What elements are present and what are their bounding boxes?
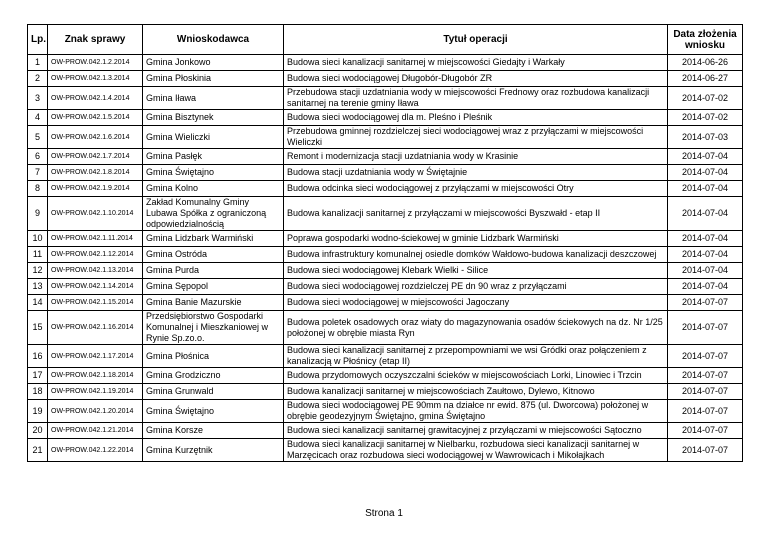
cell-znak-sprawy: OW-PROW.042.1.22.2014 (48, 439, 143, 462)
cell-lp: 8 (28, 181, 48, 197)
cell-lp: 1 (28, 55, 48, 71)
cell-znak-sprawy: OW-PROW.042.1.6.2014 (48, 126, 143, 149)
table-row (28, 439, 743, 462)
cell-tytul-operacji: Przebudowa gminnej rozdzielczej sieci wodociągowej wraz z przyłączami w miejscowości Wieliczki (284, 126, 668, 149)
cell-tytul-operacji: Budowa sieci wodociągowej rozdzielczej PE dn 90 wraz z przyłączami (284, 279, 668, 295)
cell-znak-sprawy: OW-PROW.042.1.7.2014 (48, 149, 143, 165)
table-row (28, 55, 743, 71)
header-wnioskodawca: Wnioskodawca (143, 25, 284, 55)
cell-wnioskodawca: Gmina Iława (143, 87, 284, 110)
cell-wnioskodawca: Gmina Kurzętnik (143, 439, 284, 462)
cell-lp: 7 (28, 165, 48, 181)
table-row (28, 345, 743, 368)
cell-wnioskodawca: Gmina Płoskinia (143, 71, 284, 87)
cell-znak-sprawy: OW-PROW.042.1.15.2014 (48, 295, 143, 311)
cell-tytul-operacji: Budowa sieci kanalizacji sanitarnej w Nielbarku, rozbudowa sieci kanalizacji sanitarnej w Marzęcicach oraz rozbudowa sieci wodociągowej w Wawrowicach i Mikołajkach (284, 439, 668, 462)
cell-data-zlozenia: 2014-07-07 (668, 423, 743, 439)
table-row (28, 384, 743, 400)
cell-lp: 14 (28, 295, 48, 311)
table-row (28, 423, 743, 439)
header-data-zlozenia: Data złożenia wniosku (668, 25, 743, 55)
applications-table (27, 24, 743, 462)
cell-wnioskodawca: Gmina Kolno (143, 181, 284, 197)
cell-data-zlozenia: 2014-07-04 (668, 165, 743, 181)
cell-znak-sprawy: OW-PROW.042.1.4.2014 (48, 87, 143, 110)
cell-tytul-operacji: Przebudowa stacji uzdatniania wody w miejscowości Frednowy oraz rozbudowa kanalizacji sanitarnej na terenie gminy Iława (284, 87, 668, 110)
cell-wnioskodawca: Gmina Grodziczno (143, 368, 284, 384)
cell-znak-sprawy: OW-PROW.042.1.14.2014 (48, 279, 143, 295)
cell-lp: 15 (28, 311, 48, 345)
table-row (28, 311, 743, 345)
cell-data-zlozenia: 2014-07-02 (668, 110, 743, 126)
table-row (28, 400, 743, 423)
cell-znak-sprawy: OW-PROW.042.1.13.2014 (48, 263, 143, 279)
header-row (28, 25, 743, 55)
cell-tytul-operacji: Budowa infrastruktury komunalnej osiedle domków Wałdowo-budowa kanalizacji deszczowej (284, 247, 668, 263)
cell-wnioskodawca: Gmina Purda (143, 263, 284, 279)
cell-tytul-operacji: Budowa sieci kanalizacji sanitarnej z przepompowniami we wsi Gródki oraz połączeniem z kanalizacją w Płośnicy (etap II) (284, 345, 668, 368)
cell-tytul-operacji: Budowa sieci wodociągowej w miejscowości Jagoczany (284, 295, 668, 311)
table-row (28, 247, 743, 263)
cell-tytul-operacji: Budowa sieci wodociągowej dla m. Pleśno i Pleśnik (284, 110, 668, 126)
cell-znak-sprawy: OW-PROW.042.1.10.2014 (48, 197, 143, 231)
cell-lp: 6 (28, 149, 48, 165)
cell-znak-sprawy: OW-PROW.042.1.2.2014 (48, 55, 143, 71)
cell-tytul-operacji: Budowa sieci kanalizacji sanitarnej w miejscowości Giedajty i Warkały (284, 55, 668, 71)
table-row (28, 110, 743, 126)
cell-znak-sprawy: OW-PROW.042.1.3.2014 (48, 71, 143, 87)
table-row (28, 87, 743, 110)
cell-wnioskodawca: Gmina Korsze (143, 423, 284, 439)
table-row (28, 279, 743, 295)
cell-tytul-operacji: Poprawa gospodarki wodno-ściekowej w gminie Lidzbark Warmiński (284, 231, 668, 247)
cell-lp: 9 (28, 197, 48, 231)
cell-data-zlozenia: 2014-07-04 (668, 149, 743, 165)
cell-data-zlozenia: 2014-07-07 (668, 368, 743, 384)
cell-wnioskodawca: Gmina Grunwald (143, 384, 284, 400)
cell-lp: 18 (28, 384, 48, 400)
cell-lp: 19 (28, 400, 48, 423)
cell-data-zlozenia: 2014-07-03 (668, 126, 743, 149)
cell-data-zlozenia: 2014-06-26 (668, 55, 743, 71)
cell-data-zlozenia: 2014-07-04 (668, 279, 743, 295)
cell-znak-sprawy: OW-PROW.042.1.9.2014 (48, 181, 143, 197)
cell-lp: 13 (28, 279, 48, 295)
cell-znak-sprawy: OW-PROW.042.1.8.2014 (48, 165, 143, 181)
cell-tytul-operacji: Budowa kanalizacji sanitarnej z przyłączami w miejscowości Byszwałd - etap II (284, 197, 668, 231)
cell-lp: 2 (28, 71, 48, 87)
cell-wnioskodawca: Zakład Komunalny Gminy Lubawa Spółka z ograniczoną odpowiedzialnością (143, 197, 284, 231)
cell-tytul-operacji: Budowa przydomowych oczyszczalni ścieków w miejscowościach Lorki, Linowiec i Trzcin (284, 368, 668, 384)
cell-data-zlozenia: 2014-07-04 (668, 263, 743, 279)
cell-znak-sprawy: OW-PROW.042.1.12.2014 (48, 247, 143, 263)
cell-znak-sprawy: OW-PROW.042.1.17.2014 (48, 345, 143, 368)
cell-tytul-operacji: Budowa sieci wodociągowej Klebark Wielki - Silice (284, 263, 668, 279)
cell-lp: 12 (28, 263, 48, 279)
cell-lp: 20 (28, 423, 48, 439)
table-row (28, 197, 743, 231)
cell-lp: 4 (28, 110, 48, 126)
cell-tytul-operacji: Budowa poletek osadowych oraz wiaty do magazynowania osadów ściekowych na dz. Nr 1/25 położonej w obrębie miasta Ryn (284, 311, 668, 345)
cell-tytul-operacji: Budowa stacji uzdatniania wody w Świętajnie (284, 165, 668, 181)
page-number: Strona 1 (365, 508, 403, 519)
cell-wnioskodawca: Gmina Pasłęk (143, 149, 284, 165)
cell-data-zlozenia: 2014-07-07 (668, 311, 743, 345)
cell-data-zlozenia: 2014-07-07 (668, 345, 743, 368)
cell-wnioskodawca: Gmina Lidzbark Warmiński (143, 231, 284, 247)
cell-data-zlozenia: 2014-07-04 (668, 197, 743, 231)
cell-lp: 17 (28, 368, 48, 384)
cell-tytul-operacji: Remont i modernizacja stacji uzdatniania wody w Krasinie (284, 149, 668, 165)
header-lp: Lp. (28, 25, 48, 55)
cell-znak-sprawy: OW-PROW.042.1.18.2014 (48, 368, 143, 384)
header-znak-sprawy: Znak sprawy (48, 25, 143, 55)
cell-lp: 5 (28, 126, 48, 149)
cell-tytul-operacji: Budowa kanalizacji sanitarnej w miejscowościach Zaułtowo, Dylewo, Kitnowo (284, 384, 668, 400)
cell-wnioskodawca: Gmina Ostróda (143, 247, 284, 263)
cell-znak-sprawy: OW-PROW.042.1.5.2014 (48, 110, 143, 126)
cell-data-zlozenia: 2014-07-07 (668, 400, 743, 423)
cell-tytul-operacji: Budowa sieci kanalizacji sanitarnej grawitacyjnej z przyłączami w miejscowości Sątoczno (284, 423, 668, 439)
cell-lp: 10 (28, 231, 48, 247)
cell-wnioskodawca: Gmina Sępopol (143, 279, 284, 295)
cell-data-zlozenia: 2014-07-07 (668, 295, 743, 311)
cell-wnioskodawca: Gmina Świętajno (143, 165, 284, 181)
table-row (28, 368, 743, 384)
cell-wnioskodawca: Gmina Świętajno (143, 400, 284, 423)
cell-lp: 21 (28, 439, 48, 462)
cell-data-zlozenia: 2014-07-04 (668, 247, 743, 263)
table-row (28, 181, 743, 197)
table-row (28, 71, 743, 87)
cell-data-zlozenia: 2014-06-27 (668, 71, 743, 87)
cell-znak-sprawy: OW-PROW.042.1.20.2014 (48, 400, 143, 423)
cell-wnioskodawca: Przedsiębiorstwo Gospodarki Komunalnej i Mieszkaniowej w Rynie Sp.zo.o. (143, 311, 284, 345)
cell-znak-sprawy: OW-PROW.042.1.19.2014 (48, 384, 143, 400)
table-row (28, 165, 743, 181)
cell-znak-sprawy: OW-PROW.042.1.21.2014 (48, 423, 143, 439)
table-row (28, 295, 743, 311)
cell-wnioskodawca: Gmina Wieliczki (143, 126, 284, 149)
cell-tytul-operacji: Budowa odcinka sieci wodociągowej z przyłączami w miejscowości Otry (284, 181, 668, 197)
cell-data-zlozenia: 2014-07-07 (668, 439, 743, 462)
cell-data-zlozenia: 2014-07-02 (668, 87, 743, 110)
cell-data-zlozenia: 2014-07-04 (668, 231, 743, 247)
cell-wnioskodawca: Gmina Jonkowo (143, 55, 284, 71)
cell-wnioskodawca: Gmina Bisztynek (143, 110, 284, 126)
cell-data-zlozenia: 2014-07-04 (668, 181, 743, 197)
cell-lp: 16 (28, 345, 48, 368)
table-row (28, 149, 743, 165)
table-row (28, 231, 743, 247)
cell-znak-sprawy: OW-PROW.042.1.16.2014 (48, 311, 143, 345)
header-tytul-operacji: Tytuł operacji (284, 25, 668, 55)
table-row (28, 126, 743, 149)
cell-tytul-operacji: Budowa sieci wodociągowej Długobór-Długobór ZR (284, 71, 668, 87)
cell-data-zlozenia: 2014-07-07 (668, 384, 743, 400)
cell-lp: 3 (28, 87, 48, 110)
table-row (28, 263, 743, 279)
cell-znak-sprawy: OW-PROW.042.1.11.2014 (48, 231, 143, 247)
cell-tytul-operacji: Budowa sieci wodociągowej PE 90mm na działce nr ewid. 875 (ul. Dworcowa) położonej w obrębie geodezyjnym Świętajno, gmina Świętajno (284, 400, 668, 423)
cell-wnioskodawca: Gmina Płośnica (143, 345, 284, 368)
cell-wnioskodawca: Gmina Banie Mazurskie (143, 295, 284, 311)
cell-lp: 11 (28, 247, 48, 263)
